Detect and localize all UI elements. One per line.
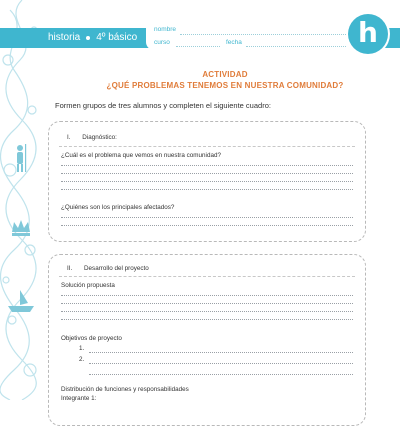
answer-line[interactable]: [61, 225, 353, 226]
objective-line[interactable]: [89, 352, 353, 353]
section1-divider: [59, 146, 355, 147]
date-label: fecha: [226, 39, 242, 46]
answer-line[interactable]: [61, 303, 353, 304]
objective-line[interactable]: [89, 374, 353, 375]
subject-label: historia: [48, 32, 81, 43]
header-subject: [48, 30, 137, 46]
section-diagnostico: [48, 121, 366, 242]
instruction-text: Formen grupos de tres alumnos y completen el siguiente cuadro:: [55, 101, 271, 110]
sidebar-ornament-pattern: [0, 0, 42, 400]
name-field[interactable]: [180, 34, 346, 35]
name-label: nombre: [154, 26, 177, 33]
grade-label: 4º básico: [96, 32, 138, 43]
activity-question-title: ¿QUÉ PROBLEMAS TENEMOS EN NUESTRA COMUNIDAD?: [106, 81, 344, 90]
answer-line[interactable]: [61, 295, 353, 296]
question-affected: ¿Quiénes son los principales afectados?: [61, 204, 175, 211]
separator-dot-icon: [86, 36, 90, 40]
course-label: curso: [154, 39, 170, 46]
objectives-label: Objetivos de proyecto: [61, 335, 122, 342]
section1-title: Diagnóstico:: [82, 134, 117, 141]
section2-title: Desarrollo del proyecto: [84, 265, 149, 272]
answer-line[interactable]: [61, 319, 353, 320]
objective-number: 1.: [79, 345, 85, 352]
section2-heading: [67, 265, 149, 272]
course-field[interactable]: [176, 46, 220, 47]
section2-number: II.: [67, 265, 73, 272]
date-field[interactable]: [246, 46, 346, 47]
answer-line[interactable]: [61, 165, 353, 166]
section-desarrollo: [48, 254, 366, 426]
answer-line[interactable]: [61, 311, 353, 312]
objective-number: 2.: [79, 356, 85, 363]
answer-line[interactable]: [61, 189, 353, 190]
logo-h-icon: [348, 14, 388, 54]
solution-label: Solución propuesta: [61, 282, 115, 289]
logo-letter: h: [358, 15, 378, 49]
distribution-label: Distribución de funciones y responsabilidades: [61, 386, 189, 393]
section1-number: I.: [67, 134, 71, 141]
section1-heading: [67, 134, 117, 141]
answer-line[interactable]: [61, 217, 353, 218]
objective-line[interactable]: [89, 363, 353, 364]
decorative-sidebar: [0, 0, 42, 400]
section2-divider: [59, 276, 355, 277]
member-label: Integrante 1:: [61, 395, 97, 402]
answer-line[interactable]: [61, 173, 353, 174]
student-info-fields: [146, 20, 356, 50]
activity-title: ACTIVIDAD: [202, 70, 248, 79]
question-problem: ¿Cuál es el problema que vemos en nuestra comunidad?: [61, 152, 221, 159]
answer-line[interactable]: [61, 181, 353, 182]
